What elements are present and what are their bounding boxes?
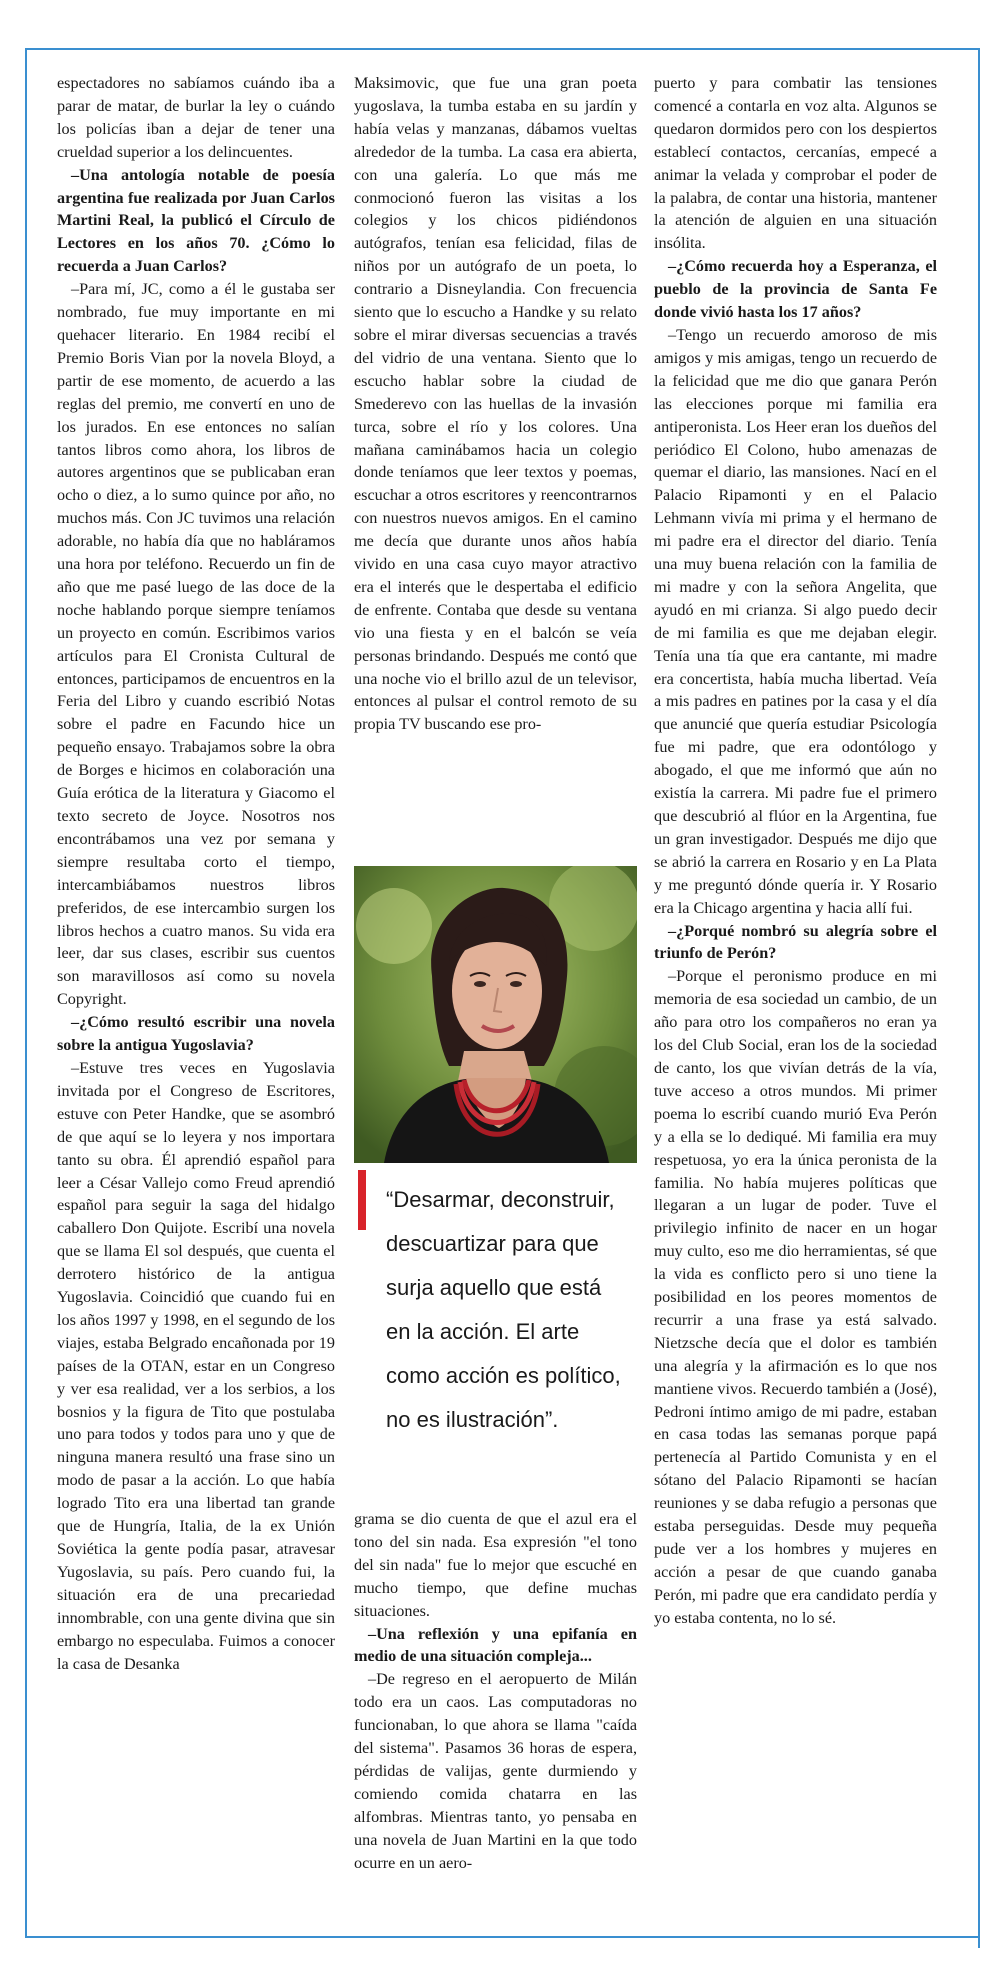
interview-question: –¿Porqué nombró su alegría sobre el triunfo de Perón? (654, 921, 937, 963)
portrait-illustration (354, 866, 637, 1163)
author-photo (354, 866, 637, 1163)
page-frame-top (25, 48, 980, 50)
paragraph: –Estuve tres veces en Yugoslavia invitada por el Congreso de Escritores, estuve con Peter Handke, que se asombró de que aquí se lo leyera y nos importara tanto su obra. Él aprendió español para leer a César Vallejo como Freud aprendió español para seguir la saga del hidalgo caballero Don Quijote. Escribí una novela que se llama El sol después, que cuenta el derrotero histórico de la antigua Yugoslavia. Coincidió que cuando fui en los años 1997 y 1998, en el segundo de los viajes, estaba Belgrado encañonada por 19 países de la OTAN, estar en un Congreso y ver esa realidad, ver a los serbios, a los bosnios y la figura de Tito que postulaba uno para todos y todos para uno y que de ninguna manera resultó una frase sino un modo de pasar a la acción. Lo que había logrado Tito era una libertad tan grande que de Hungría, Italia, de la ex Unión Soviética la gente podía pasar, atravesar Yugoslavia, su país. Pero cuando fui, la situación era de una precariedad innombrable, con una gente divina que sin embargo no especulaba. Fuimos a conocer la casa de Desanka (57, 1058, 335, 1673)
interview-question: –¿Cómo resultó escribir una novela sobre la antigua Yugoslavia? (57, 1013, 335, 1055)
article-column-2 (354, 72, 637, 736)
paragraph: grama se dio cuenta de que el azul era el tono del sin nada. Esa expresión "el tono del sin nada" fue lo mejor que escuché en mucho tiempo, que define muchas situaciones. (354, 1510, 637, 1620)
interview-question: –¿Cómo recuerda hoy a Esperanza, el pueblo de la provincia de Santa Fe donde vivió hasta los 17 años? (654, 257, 937, 322)
page-frame-right (978, 48, 980, 1948)
page-frame-bottom (25, 1936, 980, 1938)
paragraph: –Porque el peronismo produce en mi memoria de esa sociedad un cambio, de un año para otro los compañeros no eran ya los del Club Social, eran los de la sociedad de canto, los que vivían detrás de la vía, tuve acceso a otros mundos. Mi primer poema lo escribí cuando murió Eva Perón y a ella se lo dediqué. Mi familia era muy respetuosa, yo era la única peronista de la familia. No había mujeres políticas que llegaran a un lugar de poder. Tuve el privilegio infinito de nacer en un hogar muy culto, eso me dio herramientas, sé que la vida es conflicto pero si uno tiene la posibilidad en los peores momentos de recurrir a una frase ya está salvado. Nietzsche decía que el dolor es también una alegría y la afirmación es lo que nos mantiene vivos. Recuerdo también a (José), Pedroni íntimo amigo de mi padre, estaban en casa todas las semanas porque papá pertenecía al Partido Comunista y en el sótano del Palacio Ripamonti se hacían reuniones y se daba refugio a personas que estaba perseguidas. Desde muy pequeña pude ver a los hombres y mujeres en acción a pesar de que cuando ganaba Perón, mi padre que era candidato perdía y yo estaba contenta, no lo sé. (654, 967, 937, 1627)
article-column-2-continued (354, 1508, 637, 1875)
paragraph: Maksimovic, que fue una gran poeta yugoslava, la tumba estaba en su jardín y había velas y manzanas, dábamos vueltas alrededor de la tumba. La casa era abierta, con una galería. Lo que más me conmocionó fueron las visitas a los colegios y los chicos pidiéndonos autógrafos, tenían esa felicidad, filas de niños por un autógrafo de un poeta, lo contrario a Disneylandia. Con frecuencia siento que lo escucho a Handke y su relato sobre el mirar diversas secuencias a través del vidrio de una ventana. Siento que lo escucho hablar sobre la ciudad de Smederevo con las huellas de la invasión turca, sobre el río y los colores. Una mañana caminábamos hacia un colegio donde teníamos que leer textos y poemas, escuchar a otros escritores y reencontrarnos con nuestros nuevos amigos. En el camino me decía que durante unos años había vivido en una casa cuyo mayor atractivo era el interés que le despertaba el edificio de enfrente. Contaba que desde su ventana vio una fiesta y en el balcón se veía personas brindando. Después me contó que una noche vio el brillo azul de un televisor, entonces al pulsar el control remoto de su propia TV buscando ese pro- (354, 74, 637, 734)
paragraph: puerto y para combatir las tensiones comencé a contarla en voz alta. Algunos se quedaron dormidos pero con los despiertos establecí contactos, cercanías, empecé a animar la velada y comprobar el poder de la palabra, de contar una historia, mantener la atención de alguien en una situación insólita. (654, 74, 937, 253)
paragraph: espectadores no sabíamos cuándo iba a parar de matar, de burlar la ley o cuándo los policías iban a dejar de tener una crueldad superior a los delincuentes. (57, 74, 335, 161)
pull-quote-accent-bar (358, 1170, 366, 1230)
article-column-3 (654, 72, 937, 1630)
interview-question: –Una antología notable de poesía argentina fue realizada por Juan Carlos Martini Real, la publicó el Círculo de Lectores en los años 70. ¿Cómo lo recuerda a Juan Carlos? (57, 165, 335, 276)
interview-question: –Una reflexión y una epifanía en medio de una situación compleja... (354, 1624, 637, 1666)
paragraph: –Para mí, JC, como a él le gustaba ser nombrado, fue muy importante en mi quehacer literario. En 1984 recibí el Premio Boris Vian por la novela Bloyd, a partir de ese momento, de acuerdo a las reglas del premio, me convertí en uno de los jurados. En ese entonces no salían tantos libros como ahora, los libros de autores argentinos que se publicaban eran ocho o diez, a lo sumo quince por año, no muchos más. Con JC tuvimos una relación adorable, no había día que no habláramos una hora por teléfono. Recuerdo un fin de año que me pasé luego de las doce de la noche hablando porque siempre teníamos un proyecto en común. Escribimos varios artículos para El Cronista Cultural de entonces, participamos de encuentros en la Feria del Libro y cuando escribió Notas sobre el padre en Facundo hice un pequeño ensayo. Trabajamos sobre la obra de Borges e hicimos en colaboración una Guía erótica de la literatura y Giacomo el texto secreto de Joyce. Nosotros nos encontrábamos una vez por semana y siempre resultaba corto el tiempo, intercambiábamos nuestros libros preferidos, de ese intercambio surgen los libros hechos a cuatro manos. Su vida era leer, dar sus clases, escribir sus cuentos son maravillosos así como su novela Copyright. (57, 280, 335, 1009)
paragraph: –De regreso en el aeropuerto de Milán todo era un caos. Las computadoras no funcionaban, lo que ahora se llama "caída del sistema". Pasamos 36 horas de espera, pérdidas de valijas, gente durmiendo y comiendo comida chatarra en las alfombras. Mientras tanto, yo pensaba en una novela de Juan Martini en la que todo ocurre en un aero- (354, 1670, 637, 1872)
article-column-1 (57, 72, 335, 1675)
pull-quote-text: “Desarmar, deconstruir, descuartizar para que surja aquello que está en la acción. El arte como acción es político, no es ilustración”. (386, 1187, 621, 1432)
pull-quote (354, 1170, 637, 1490)
page-frame-left (25, 48, 27, 1938)
paragraph: –Tengo un recuerdo amoroso de mis amigos y mis amigas, tengo un recuerdo de la felicidad que me dio que ganara Perón las elecciones porque mi familia era antiperonista. Los Heer eran los dueños del periódico El Colono, hubo amenazas de quemar el diario, las mansiones. Nací en el Palacio Ripamonti y en el Palacio Lehmann vivía mi prima y el hermano de mi padre era el director del diario. Tenía una muy buena relación con la familia de mi madre y con la señora Angelita, que ayudó en mi crianza. Si algo puedo decir de mi familia es que me dejaban elegir. Tenía una tía que era cantante, mi madre era concertista, había mucha libertad. Veía a mis padres en patines por la casa y el día que anuncié que quería estudiar Psicología fue mi padre, que era odontólogo y abogado, el que me informó que aún no existía la carrera. Mi padre fue el primero que descubrió al flúor en la Argentina, fue un gran investigador. Después me dijo que se abrió la carrera en Rosario y en La Plata y me preguntó dónde quería ir. Y Rosario era la Chicago argentina y hacia allí fui. (654, 325, 937, 917)
